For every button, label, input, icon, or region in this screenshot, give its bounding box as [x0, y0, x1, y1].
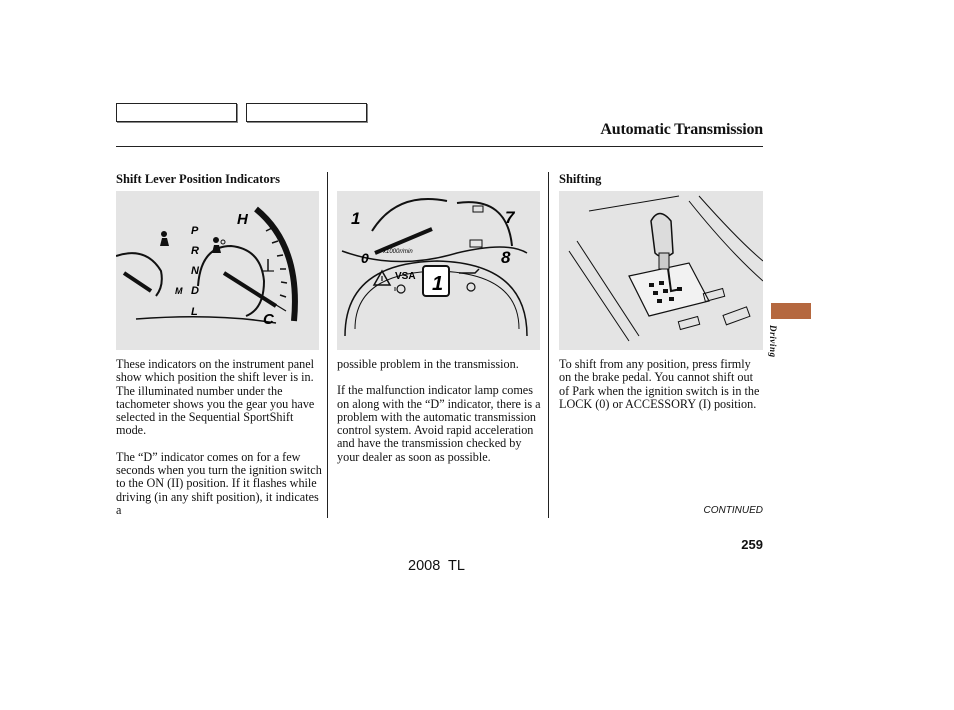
paragraph: The “D” indicator comes on for a few seconds when you turn the ignition switch to the ON (II) position. If it flashes while driving (in any shift position), it indicates a	[116, 449, 322, 517]
tach-number-1: 1	[351, 209, 361, 228]
figure-shift-indicators	[116, 191, 319, 350]
gear-letter-r: R	[191, 245, 199, 257]
tach-number-7: 7	[505, 208, 515, 227]
gear-letter-l: L	[191, 306, 198, 318]
page-title: Automatic Transmission	[600, 121, 763, 138]
left-body-text	[116, 358, 322, 530]
figure-tachometer-gear-display	[337, 191, 540, 350]
section-heading-shifting: Shifting	[559, 172, 602, 186]
shift-knob-icon	[651, 214, 673, 258]
column-divider-left	[327, 172, 328, 518]
tach-number-0: 0	[361, 250, 369, 266]
paragraph: These indicators on the instrument panel show which position the shift lever is in. The illuminated number under the tachometer shows you the gear you have selected in the Sequential SportShift mode.	[116, 357, 315, 438]
paragraph: possible problem in the transmission.	[337, 357, 519, 371]
nav-button-table-of-contents[interactable]	[246, 103, 367, 122]
right-body-text	[559, 358, 765, 424]
page-number: 259	[741, 537, 763, 552]
section-tab-label: Driving	[768, 325, 778, 358]
gear-letter-p: P	[191, 225, 199, 237]
rpm-label: x1000r/min	[383, 249, 413, 255]
middle-body-text	[337, 358, 543, 477]
tachometer-illustration	[337, 191, 540, 350]
model-footer: 2008 TL	[408, 558, 465, 574]
gear-letter-n: N	[191, 265, 199, 277]
section-tab-marker	[771, 303, 811, 319]
figure-shift-lever	[559, 191, 763, 350]
paragraph: To shift from any position, press firmly on the brake pedal. You cannot shift out of Park when the ignition switch is in the LOCK (0) or ACCESSORY (I) position.	[559, 357, 760, 411]
title-rule	[116, 146, 763, 147]
tach-number-8: 8	[501, 248, 511, 267]
gear-display-number: 1	[432, 273, 444, 295]
continued-label: CONTINUED	[703, 505, 763, 516]
temp-cold-label: C	[263, 311, 274, 328]
vsa-label: VSA	[395, 271, 416, 282]
instrument-panel-illustration	[116, 191, 319, 350]
paragraph: If the malfunction indicator lamp comes on along with the “D” indicator, there is a problem with the automatic transmission control system. Avoid rapid acceleration and have the transmission checked by your dealer as soon as possible.	[337, 383, 541, 464]
nav-button-main-menu[interactable]	[116, 103, 237, 122]
column-divider-right	[548, 172, 549, 518]
shift-lever-illustration	[559, 191, 763, 350]
section-heading-shift-lever-indicators: Shift Lever Position Indicators	[116, 172, 281, 186]
temp-hot-label: H	[237, 211, 248, 228]
gear-letter-m: M	[175, 286, 183, 296]
gear-letter-d: D	[191, 285, 199, 297]
